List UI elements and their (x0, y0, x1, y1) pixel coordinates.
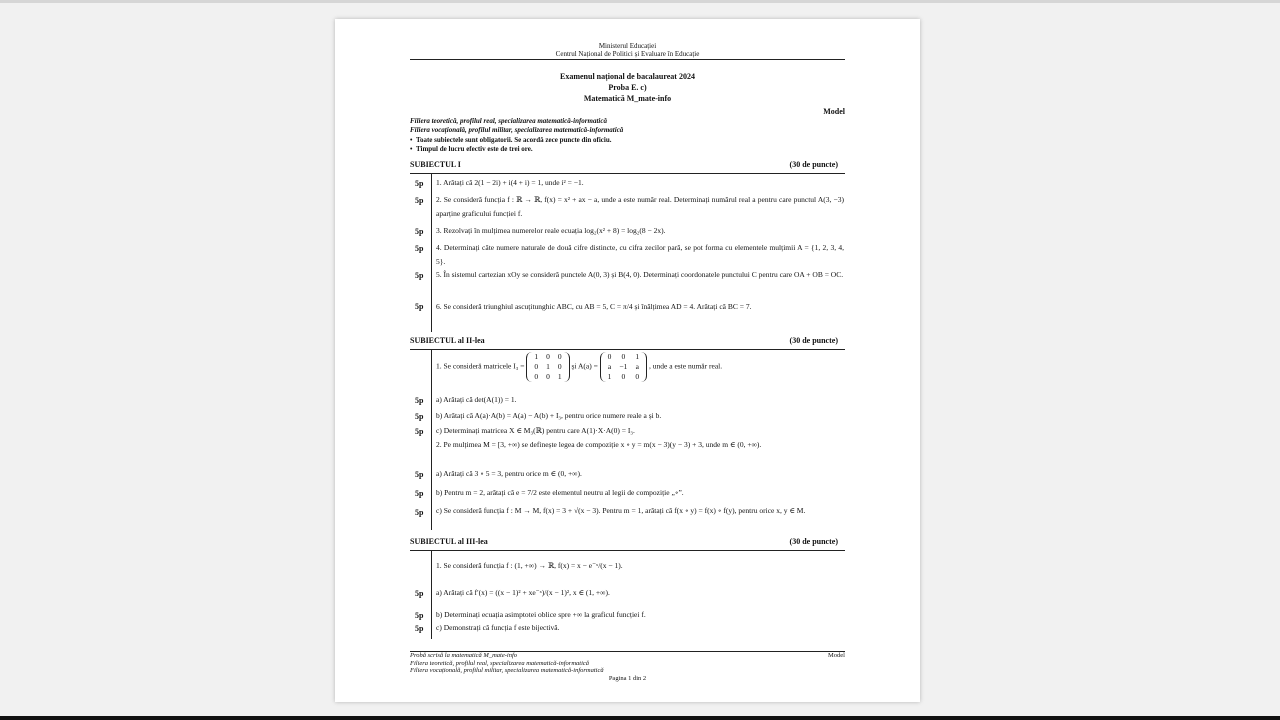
footer-model: Model (828, 652, 845, 659)
points-label: 5p (415, 489, 424, 498)
section-1-title: SUBIECTUL I (410, 160, 461, 169)
page-header (410, 42, 845, 58)
question-text: 2. Se consideră funcția f : ℝ → ℝ, f(x) = x² + ax − a, unde a este număr real. Determinați numărul real a pentru care punctul A(3, −3) aparține graficului funcției f. (436, 195, 844, 218)
question-text: b) Determinați ecuația asimptotei oblice spre +∞ la graficul funcției f. (436, 610, 646, 619)
section-1-rule (410, 173, 845, 174)
points-label: 5p (415, 624, 424, 633)
ministry-name: Ministerul Educației (598, 42, 657, 50)
points-label: 5p (415, 611, 424, 620)
points-column-divider (431, 174, 432, 332)
filiere (410, 117, 623, 134)
filiera-line: Filiera vocațională, profilul militar, specializarea matematică-informatică (410, 125, 624, 134)
points-column-divider (431, 551, 432, 639)
question-text: 1. Se consideră funcția f : (1, +∞) → ℝ, f(x) = x − e⁻ˣ/(x − 1). (436, 561, 623, 570)
section-2-rule (410, 349, 845, 350)
question-text: a) Arătați că f′(x) = ((x − 1)² + xe⁻ˣ)/(x − 1)², x ∈ (1, +∞). (436, 588, 610, 597)
points-label: 5p (415, 412, 424, 421)
identity-matrix: 1 0 0 0 1 0 0 0 1 (526, 352, 569, 382)
section-2-points: (30 de puncte) (789, 336, 838, 345)
header-divider (410, 59, 845, 60)
section-1-heading (410, 160, 842, 169)
points-label: 5p (415, 508, 424, 517)
exam-title-line3: Matematică M_mate-info (583, 94, 672, 103)
question-text: 2. Pe mulțimea M = [3, +∞) se definește legea de compoziție x ∘ y = m(x − 3)(y − 3) + 3, unde m ∈ (0, +∞). (436, 440, 762, 449)
page-number: Pagina 1 din 2 (608, 674, 647, 682)
question-text: 6. Se consideră triunghiul ascuțitunghic ABC, cu AB = 5, C = π/4 și înălțimea AD = 4. Arătați că BC = 7. (436, 302, 752, 311)
points-label: 5p (415, 271, 424, 280)
matrix-intro: și A(a) = (571, 361, 598, 371)
instruction-item: • Toate subiectele sunt obligatorii. Se acordă zece puncte din oficiu. (410, 136, 612, 144)
exam-title-line2: Proba E. c) (608, 83, 647, 92)
question-text: c) Se consideră funcția f : M → M, f(x) = 3 + √(x − 3). Pentru m = 1, arătați că f(x ∘ y) = f(x) ∘ f(y), pentru orice x, y ∈ M. (436, 506, 806, 515)
footer-line: Probă scrisă la matematică M_mate-info (410, 652, 517, 659)
question-text: 1. Arătați că 2(1 − 2i) + i(4 + i) = 1, unde i² = −1. (436, 178, 584, 187)
points-label: 5p (415, 427, 424, 436)
section-3-heading (410, 537, 842, 546)
footer-line: Filiera vocațională, profilul militar, specializarea matematică-informatică (410, 667, 604, 674)
exam-title (410, 71, 845, 104)
model-label: Model (823, 107, 845, 116)
filiera-line: Filiera teoretică, profilul real, specializarea matematică-informatică (410, 117, 607, 125)
center-name: Centrul Național de Politici și Evaluare în Educație (555, 50, 700, 58)
window-top-edge (0, 0, 1280, 3)
instruction-item: • Timpul de lucru efectiv este de trei ore. (410, 145, 533, 153)
question-text (436, 352, 844, 382)
question-text: 3. Rezolvați în mulțimea numerelor reale ecuația log₂(x² + 8) = log₂(8 − 2x). (436, 226, 666, 235)
points-label: 5p (415, 244, 424, 253)
question-text: a) Arătați că 3 ∘ 5 = 3, pentru orice m ∈ (0, +∞). (436, 469, 582, 478)
matrix-intro: , unde a este număr real. (649, 361, 723, 371)
section-2-title: SUBIECTUL al II-lea (410, 336, 485, 345)
section-1-points: (30 de puncte) (789, 160, 838, 169)
exam-title-line1: Examenul național de bacalaureat 2024 (560, 72, 695, 81)
points-label: 5p (415, 470, 424, 479)
question-text: a) Arătați că det(A(1)) = 1. (436, 395, 517, 404)
points-column-divider (431, 350, 432, 530)
page-content (410, 19, 845, 702)
question-text: c) Determinați matricea X ∈ M₃(ℝ) pentru care A(1)·X·A(0) = I₃. (436, 426, 635, 435)
exam-page (335, 19, 920, 702)
points-label: 5p (415, 589, 424, 598)
matrix-intro: 1. Se consideră matricele I₃ = (436, 361, 525, 371)
points-label: 5p (415, 196, 424, 205)
window-bottom-edge (0, 716, 1280, 720)
page-footer (410, 652, 845, 682)
footer-line: Filiera teoretică, profilul real, specializarea matematică-informatică (410, 659, 590, 667)
section-2-heading (410, 336, 842, 345)
section-3-points: (30 de puncte) (789, 537, 838, 546)
points-label: 5p (415, 302, 424, 311)
question-text: 5. În sistemul cartezian xOy se consideră punctele A(0, 3) și B(4, 0). Determinați coordonatele punctului C pentru care OA + OB = OC. (436, 270, 844, 279)
question-text: b) Pentru m = 2, arătați că e = 7/2 este elementul neutru al legii de compoziție „∘”. (436, 488, 684, 497)
section-3-rule (410, 550, 845, 551)
question-text: 4. Determinați câte numere naturale de două cifre distincte, cu cifra zecilor pară, se pot forma cu elementele mulțimii A = {1, 2, 3, 4, 5}. (436, 243, 844, 266)
points-label: 5p (415, 179, 424, 188)
question-text: c) Demonstrați că funcția f este bijectivă. (436, 623, 560, 632)
instructions (410, 136, 612, 154)
section-3-title: SUBIECTUL al III-lea (410, 537, 488, 546)
a-matrix: 0 0 1 a −1 a 1 0 0 (600, 352, 647, 382)
question-text: b) Arătați că A(a)·A(b) = A(a) − A(b) + I₃, pentru orice numere reale a și b. (436, 411, 662, 420)
points-label: 5p (415, 396, 424, 405)
points-label: 5p (415, 227, 424, 236)
